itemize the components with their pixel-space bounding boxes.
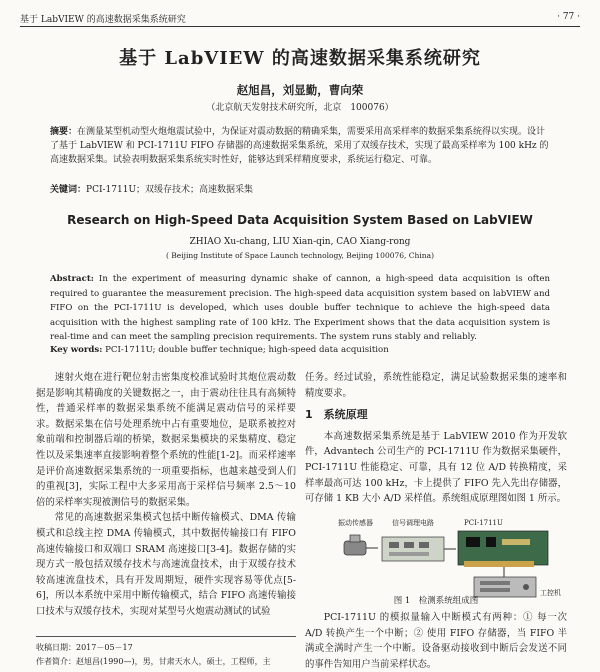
principle-paragraph-2: PCI-1711U 的模拟量输入中断模式有两种：① 每一次 A/D 转换产生一个中断；② 使用 FIFO 存储器，当 FIFO 半满或全满时产生一个中断。设备驱动接收到中断后会发送不同的事件告知用户当前采样状态。 bbox=[305, 612, 567, 670]
principle-paragraph-1: 本高速数据采集系统是基于 LabVIEW 2010 作为开发软件，Advantech 公司生产的 PCI-1711U 作为数据采集硬件，PCI-1711U 性能稳定、可靠，具有 12 位 A/D 转换精度，采样率最高可达 100 kHz，卡上提供了 FIFO 先入先出存储器，可存储 1 KB 大小 A/D 采样值。系统组成原理图如图 1 所示。 bbox=[305, 430, 567, 505]
fig-label-pc: 工控机 bbox=[540, 589, 561, 597]
running-header bbox=[20, 8, 580, 27]
body-column-right bbox=[305, 370, 567, 507]
footnote-author: 作者简介：赵旭昌(1990—)，男，甘肃天水人，硕士，工程师，主 bbox=[36, 657, 271, 666]
page-number: · 77 · bbox=[557, 12, 580, 22]
intro-paragraph-1: 速射火炮在进行靶位射击密集度校准试验时其炮位震动数据是影响其精确度的关键数据之一，由于震动往往具有高频特性，普通采样率的数据采集系统不能满足震动信号的采样要求。数据采集在信号处理系统中占有重要地位，是联系被控对象前端和控制器后端的桥梁，数据采集模块的采集精度、稳定性以及采集速率直接影响着整个系统的性能[1-2]。而采样速率是评价高速数据采集系统的一项重要指标，也越来越受到人们的重视[3]，实际工程中大多采用高于采样信号频率 2.5～10 倍的采样率实现被测信号的数据采集。 bbox=[36, 372, 296, 508]
abstract-english-text: In the experiment of measuring dynamic shake of cannon, a high-speed data acquisition is often required to guarantee the measurement precision. The high-speed data acquisition system based on labVIEW and FIFO on the PCI-1711U is developed, which uses double buffer technique to achieve the high-speed data acquisition with the highest sampling rate of 100 kHz. The Experiment shows that the data acquisition system is real-time and can meet the sampling precision requirements. The system runs stably and reliably. bbox=[50, 274, 550, 342]
keywords-english-text: PCI-1711U; double buffer technique; high-speed data acquisition bbox=[102, 345, 389, 355]
section-heading-principle: 1 系统原理 bbox=[305, 408, 368, 422]
abstract-english-label: Abstract: bbox=[50, 274, 94, 284]
title-chinese: 基于 LabVIEW 的高速数据采集系统研究 bbox=[119, 48, 481, 69]
body-column-left bbox=[36, 370, 296, 620]
pci-card-icon bbox=[458, 531, 548, 577]
intro-paragraph-2: 常见的高速数据采集模式包括中断传输模式、DMA 传输模式和总线主控 DMA 传输模式，其中数据传输接口有 FIFO 高速传输接口和双端口 SRAM 高速接口[3-4]。数据存储的实现方式一般包括双缓存技术与高速流盘技术，由于双缓存技术较高速流盘技术，具有开发周期短，硬件实现容易等优点[5-6]，所以本系统中采用中断传输模式，结合 FIFO 高速传输接口技术与双缓存技术，实现对某型号火炮震动测试的试验 bbox=[36, 512, 296, 617]
abstract-chinese-text: 在测量某型机动型火炮炮震试验中，为保证对震动数据的精确采集，需要采用高采样率的数据采集系统得以实现。设计了基于 LabVIEW 和 PCI-1711U FIFO 存储器的高速数据采集系统，采用了双缓存技术，实现了最高采样率为 100 kHz 的高速数据采集。试验表明数据采集系统实时性好，能够达到采样精度要求，系统运行稳定、可靠。 bbox=[50, 127, 549, 165]
affiliation-english: ( Beijing Institute of Space Launch technology, Beijing 100076, China) bbox=[165, 251, 434, 260]
fig-label-conditioner: 信号调理电路 bbox=[392, 519, 434, 527]
abstract-chinese-label: 摘要： bbox=[50, 127, 78, 137]
title-english: Research on High-Speed Data Acquisition System Based on LabVIEW bbox=[67, 213, 533, 227]
keywords-english-label: Key words: bbox=[50, 345, 103, 355]
authors-english: ZHIAO Xu-chang, LIU Xian-qin, CAO Xiang-rong bbox=[189, 237, 411, 247]
keywords-chinese bbox=[50, 183, 550, 197]
figure-caption: 图 1 检测系统组成图 bbox=[393, 596, 479, 606]
abstract-english bbox=[50, 272, 550, 345]
affiliation-chinese: （北京航天发射技术研究所，北京 100076） bbox=[206, 103, 394, 113]
keywords-english bbox=[50, 343, 550, 357]
fig-label-card: PCI-1711U bbox=[464, 519, 503, 527]
intro-paragraph-3: 任务。经过试验，系统性能稳定，满足试验数据采集的速率和精度要求。 bbox=[305, 372, 567, 399]
footnote-received: 收稿日期：2017－05－17 bbox=[36, 643, 133, 652]
keywords-chinese-label: 关键词： bbox=[50, 185, 87, 195]
header-journal-title: 基于 LabVIEW 的高速数据采集系统研究 bbox=[20, 15, 186, 25]
keywords-chinese-text: PCI-1711U；双缓存技术；高速数据采集 bbox=[86, 185, 254, 195]
conditioner-icon bbox=[382, 537, 456, 561]
authors-chinese: 赵旭昌，刘显勤，曹向荣 bbox=[236, 83, 364, 97]
sensor-icon bbox=[344, 535, 378, 555]
abstract-chinese bbox=[50, 125, 550, 167]
fig-label-sensor: 振动传感器 bbox=[338, 519, 373, 527]
footnote bbox=[36, 636, 296, 669]
